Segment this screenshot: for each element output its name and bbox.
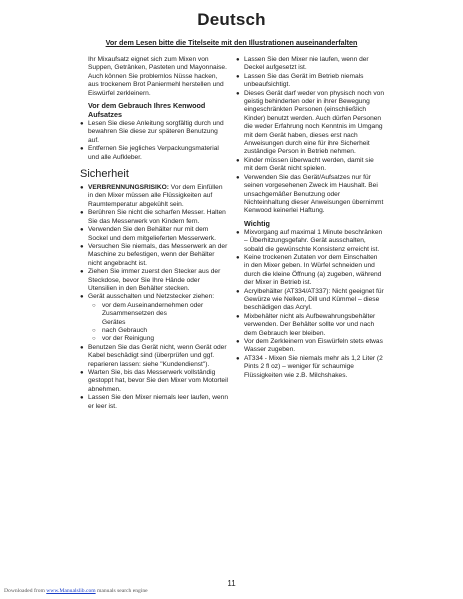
list-item: ● Lassen Sie das Gerät im Betrieb niemals unbeaufsichtigt.: [236, 73, 384, 90]
page-title: Deutsch: [197, 10, 266, 29]
list-item: ● Gerät ausschalten und Netzstecker ziehen:: [80, 293, 228, 301]
scald-warning-text: Vor dem Einfüllen in den Mixer müssen alle Flüssigkeiten auf Raumtemperatur abgekühlt sein.: [88, 184, 223, 208]
page-number: 11: [227, 579, 236, 588]
list-item: ● Lassen Sie den Mixer nie laufen, wenn der Deckel aufgesetzt ist.: [236, 56, 384, 73]
list-item: ● Benutzen Sie das Gerät nicht, wenn Gerät oder Kabel beschädigt sind (überprüfen und ggf. reparieren lassen: siehe "Kundendienst").: [80, 344, 228, 369]
list-item: ● Verwenden Sie das Gerät/Aufsatzes nur für seinen vorgesehenen Zweck im Haushalt. Bei unsachgemäßer Benutzung oder Nichteinhaltung dieser Anweisungen übernimmt Kenwood keinerlei Haftung.: [236, 174, 384, 216]
list-item: ● AT334 - Mixen Sie niemals mehr als 1,2 Liter (2 Pints 2 fl oz) – weniger für schaumige Flüssigkeiten wie z.B. Milchshakes.: [236, 355, 384, 380]
list-item: [80, 184, 228, 209]
list-item: ● Dieses Gerät darf weder von physisch noch von geistig behinderten oder in ihrer Bewegung eingeschränkten Personen (einschließlich Kinder) benutzt werden. Auch dürfen Personen die weder Erfahrung noch Kenntnis im Umgang mit dem Gerät haben, dieses erst nach Anweisungen durch eine für ihre Sicherheit zuständige Person in Betrieb nehmen.: [236, 90, 384, 157]
before-use-heading: Vor dem Gebrauch Ihres Kenwood Aufsatzes: [88, 101, 206, 120]
right-column: [236, 56, 384, 380]
sub-list-item-continued: Gerätes: [102, 318, 126, 326]
list-item: ● Keine trockenen Zutaten vor dem Einschalten in den Mixer geben. In Würfel schneiden und durch die kleine Öffnung (a) zugeben, während der Mixer in Betrieb ist.: [236, 254, 384, 288]
list-item: ● Berühren Sie nicht die scharfen Messer. Halten Sie das Messerwerk von Kindern fern.: [80, 209, 228, 226]
safety-heading: Sicherheit: [80, 168, 129, 181]
footer-prefix: Downloaded from: [4, 588, 47, 594]
list-item: ● Kinder müssen überwacht werden, damit sie mit dem Gerät nicht spielen.: [236, 157, 384, 174]
fold-out-instruction: Vor dem Lesen bitte die Titelseite mit den Illustrationen auseinanderfalten: [105, 38, 358, 47]
sub-list-item: ○ vor der Reinigung: [80, 335, 228, 343]
list-item: ● Versuchen Sie niemals, das Messerwerk an der Maschine zu befestigen, wenn der Behälter nicht angebracht ist.: [80, 243, 228, 268]
list-item: ● Entfernen Sie jegliches Verpackungsmaterial und alle Aufkleber.: [80, 145, 228, 162]
sub-list-item: ○ nach Gebrauch: [80, 327, 228, 335]
important-heading: Wichtig: [244, 218, 270, 228]
footer-suffix: manuals search engine: [95, 588, 148, 594]
manualslib-link[interactable]: www.Manualslib.com: [46, 588, 96, 594]
sub-list-item: ○ vor dem Auseinandernehmen oder Zusammensetzen des: [80, 302, 228, 319]
left-column: [80, 56, 228, 411]
list-item: ● Acrylbehälter (AT334/AT337): Nicht geeignet für Gewürze wie Nelken, Dill und Kümmel – diese beschädigen das Acryl.: [236, 288, 384, 313]
list-item: ● Mixbehälter nicht als Aufbewahrungsbehälter verwenden. Der Behälter sollte vor und nach dem Gebrauch leer bleiben.: [236, 313, 384, 338]
intro-paragraph: Ihr Mixaufsatz eignet sich zum Mixen von Suppen, Getränken, Pasteten und Mayonnaise. Auch können Sie problemlos Nüsse hacken, aus trockenem Brot Paniermehl herstellen und Eiswürfel zerkleinern.: [88, 56, 227, 97]
download-footer: [4, 588, 148, 594]
list-item: ● Warten Sie, bis das Messerwerk vollständig gestoppt hat, bevor Sie den Mixer vom Motorteil abnehmen.: [80, 369, 228, 394]
list-item: ● Vor dem Zerkleinern von Eiswürfeln stets etwas Wasser zugeben.: [236, 338, 384, 355]
scald-warning-label: VERBRENNUNGSRISIKO:: [88, 184, 169, 192]
list-item: ● Verwenden Sie den Behälter nur mit dem Sockel und dem mitgelieferten Messerwerk.: [80, 226, 228, 243]
list-item: ● Lesen Sie diese Anleitung sorgfältig durch und bewahren Sie diese zur späteren Benutzung auf.: [80, 120, 228, 145]
list-item: ● Mixvorgang auf maximal 1 Minute beschränken – Überhitzungsgefahr. Gerät ausschalten, sobald die gewünschte Konsistenz erreicht ist.: [236, 229, 384, 254]
list-item: ● Lassen Sie den Mixer niemals leer laufen, wenn er leer ist.: [80, 394, 228, 411]
list-item: ● Ziehen Sie immer zuerst den Stecker aus der Steckdose, bevor Sie Ihre Hände oder Utensilien in den Behälter stecken.: [80, 268, 228, 293]
